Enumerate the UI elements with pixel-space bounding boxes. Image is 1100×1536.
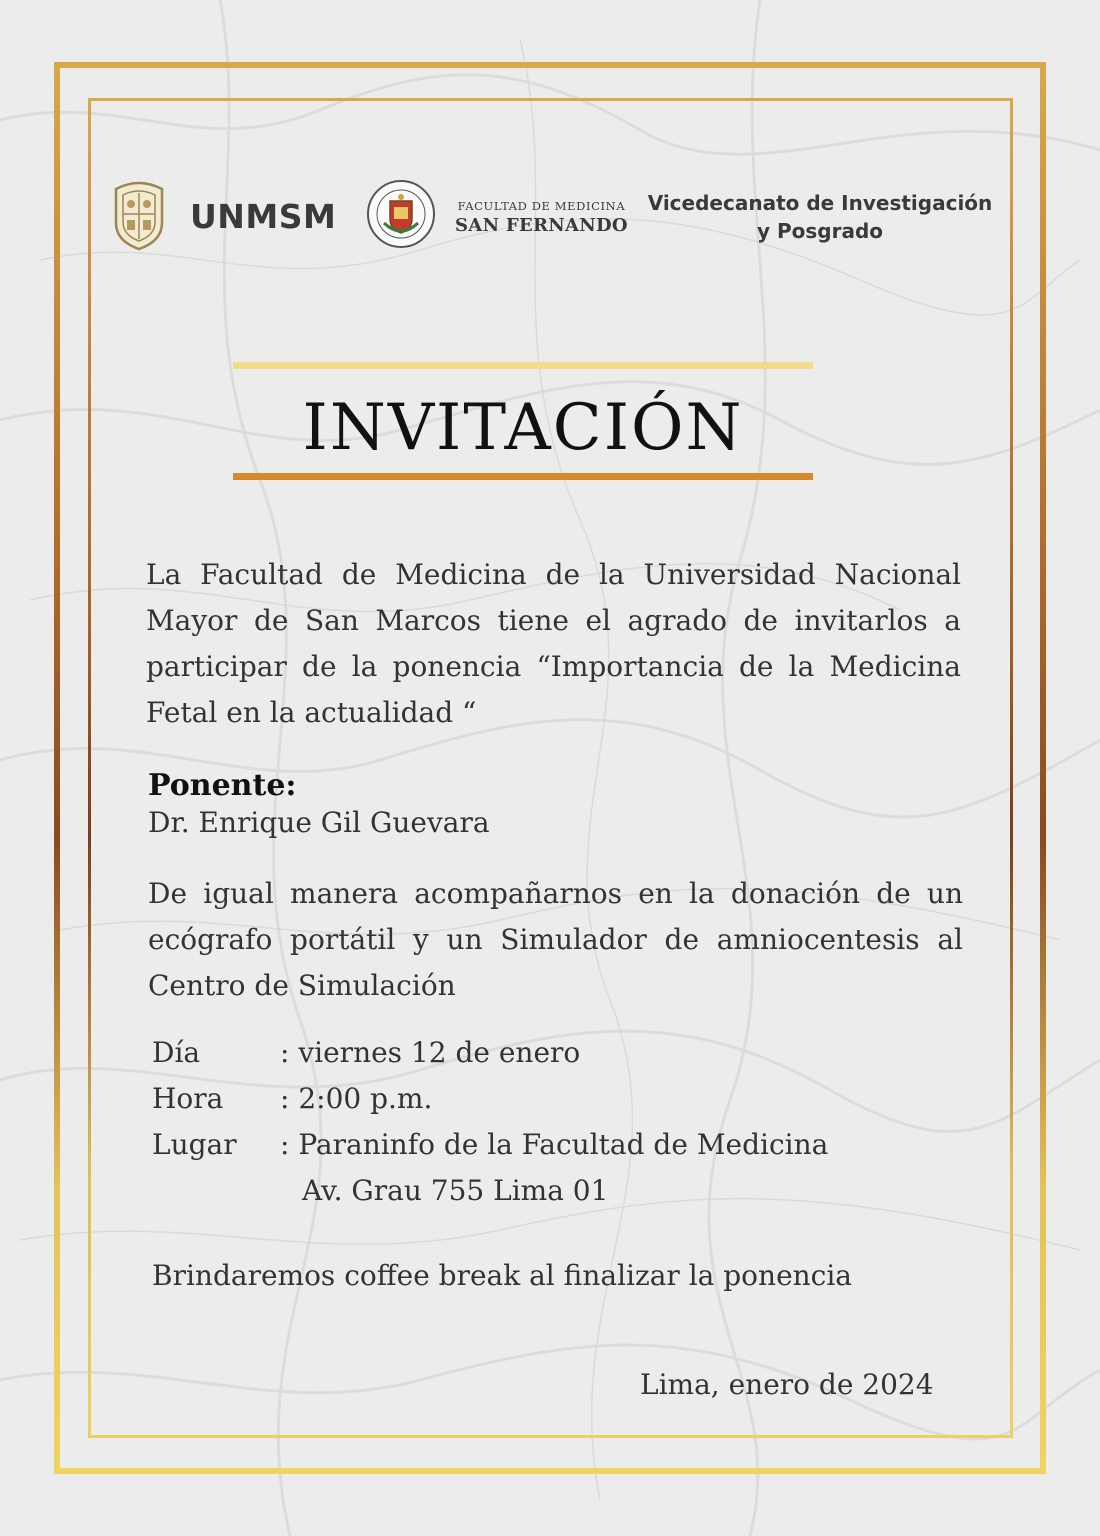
lugar-address: Av. Grau 755 Lima 01	[302, 1174, 609, 1207]
vicedecanato-line-1: Vicedecanato de Investigación	[647, 191, 993, 215]
hora-label: Hora	[152, 1082, 224, 1115]
unmsm-seal-icon	[110, 179, 168, 251]
faculty-name	[455, 199, 628, 236]
lugar-value: : Paraninfo de la Facultad de Medicina	[280, 1128, 829, 1161]
title-rule-top	[233, 362, 813, 369]
title-rule-bottom	[233, 473, 813, 480]
unmsm-wordmark: UNMSM	[190, 197, 337, 236]
vicedecanato-line-2: y Posgrado	[756, 219, 884, 243]
place-date: Lima, enero de 2024	[640, 1368, 934, 1401]
coffee-break-note: Brindaremos coffee break al finalizar la ponencia	[152, 1259, 852, 1292]
donation-paragraph: De igual manera acompañarnos en la donación de un ecógrafo portátil y un Simulador de amniocentesis al Centro de Simulación	[148, 877, 963, 1002]
faculty-line-2: SAN FERNANDO	[455, 215, 628, 236]
faculty-line-1: FACULTAD DE MEDICINA	[457, 199, 626, 213]
ponente-name: Dr. Enrique Gil Guevara	[148, 806, 490, 839]
lugar-label: Lugar	[152, 1128, 237, 1161]
vicedecanato-title	[640, 189, 1000, 245]
header-logos	[110, 175, 1000, 265]
invitation-title: INVITACIÓN	[302, 391, 744, 465]
intro-paragraph: La Facultad de Medicina de la Universidad Nacional Mayor de San Marcos tiene el agrado de invitarlos a participar de la ponencia “Importancia de la Medicina Fetal en la actualidad “	[146, 558, 961, 729]
dia-label: Día	[152, 1036, 201, 1069]
ponente-label: Ponente:	[148, 768, 297, 803]
dia-value: : viernes 12 de enero	[280, 1036, 581, 1069]
faculty-seal-icon	[366, 179, 436, 249]
hora-value: : 2:00 p.m.	[280, 1082, 433, 1115]
